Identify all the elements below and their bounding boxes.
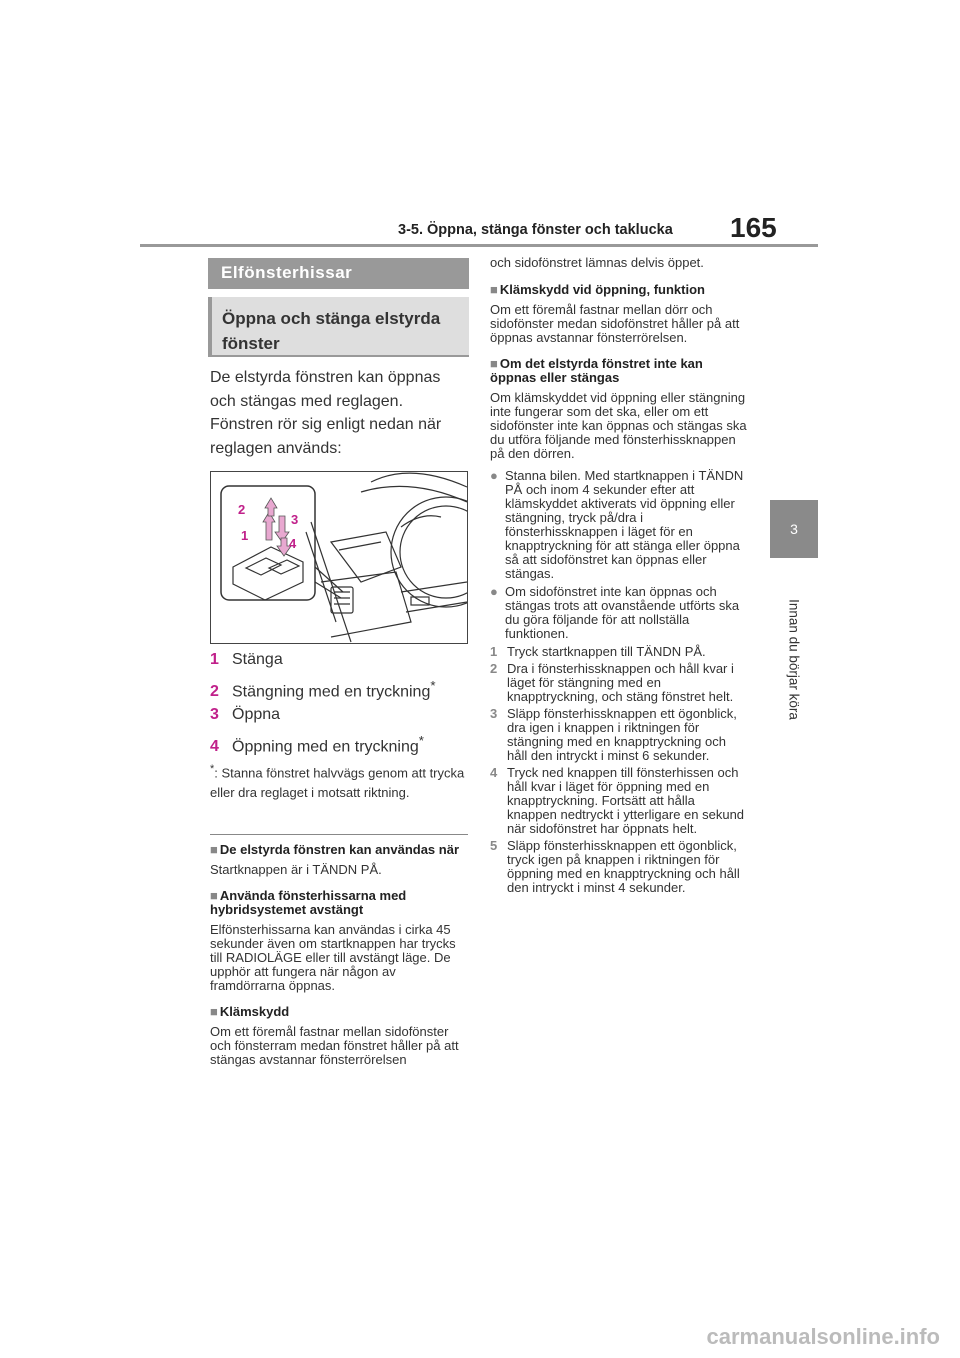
page-number: 165	[730, 212, 777, 243]
notes-divider	[210, 834, 468, 835]
chapter-tab-label-wrap	[783, 566, 805, 746]
bullet-item: ● Om sidofönstret inte kan öppnas och stängas trots att ovanstående utförts ska du göra följande för att nollställa funktionen.	[490, 584, 740, 641]
footnote-marker: *	[418, 733, 424, 748]
figure-label-3: 3	[291, 512, 299, 527]
right-column	[490, 256, 748, 898]
note-body: Elfönsterhissarna kan användas i cirka 45 sekunder även om startknappen har trycks till RADIOLÄGE eller till avstängt läge. De upphör att fungera när någon av framdörrarna öppnas.	[210, 922, 456, 993]
chapter-tab	[770, 500, 818, 558]
footnote-marker: *	[430, 678, 436, 693]
bullet-item: ● Stanna bilen. Med startknappen i TÄNDN PÅ och inom 4 sekunder efter att klämskyddet aktiverats vid öppning eller stängning, tryck på/dra i fönsterhissknappen i läget för en knapptryckning för att stänga eller öppna så att sidofönstret kan öppnas eller stängas.	[490, 468, 744, 581]
note-body: Om klämskyddet vid öppning eller stängning inte fungerar som det ska, eller om ett sidofönster inte kan öppnas och stängas ska du utföra följande med fönsterhissknappen på den dörren.	[490, 390, 747, 461]
bullet-icon: ●	[490, 584, 498, 599]
note-title: ■ Använda fönsterhissarna med hybridsystemet avstängt	[210, 888, 407, 917]
watermark: carmanualsonline.info	[706, 1324, 940, 1349]
note-title: ■ De elstyrda fönstren kan användas när	[210, 842, 460, 857]
note-body: Om ett föremål fastnar mellan sidofönster och fönsterram medan fönstret håller på att stängas avstannar fönsterrörelsen	[210, 1024, 459, 1067]
continuation-text: och sidofönstret lämnas delvis öppet.	[490, 255, 704, 270]
figure-label-2: 2	[238, 502, 246, 517]
step-list	[490, 645, 748, 895]
left-notes	[210, 843, 468, 1067]
step-item: 1 Tryck startknappen till TÄNDN PÅ.	[490, 644, 706, 659]
illustration-svg	[211, 472, 467, 643]
action-number: 4	[210, 738, 219, 756]
footnote-text: : Stanna fönstret halvvägs genom att trycka eller dra reglaget i motsatt riktning.	[210, 765, 465, 801]
note-title: ■ Om det elstyrda fönstret inte kan öppnas eller stängas	[490, 356, 703, 385]
step-item: 3 Släpp fönsterhissknappen ett ögonblick, dra igen i knappen i riktningen för stängning med en knapptryckning och håll den intryckt i minst 6 sekunder.	[490, 706, 737, 763]
chapter-tab-number: 3	[790, 521, 798, 537]
action-item-1	[210, 651, 468, 669]
footnote-mark: *	[210, 763, 215, 775]
note-title: ■ Klämskydd vid öppning, funktion	[490, 282, 705, 297]
action-item-3	[210, 706, 468, 724]
action-item-4	[210, 733, 468, 756]
subsection-title: Öppna och stänga elstyrda fönster	[208, 297, 469, 357]
note-body: Startknappen är i TÄNDN PÅ.	[210, 862, 382, 877]
figure-label-1: 1	[241, 528, 249, 543]
action-number: 1	[210, 651, 219, 668]
footnote	[210, 759, 468, 803]
bullet-list	[490, 469, 748, 641]
note-title: ■ Klämskydd	[210, 1004, 290, 1019]
note-body: Om ett föremål fastnar mellan dörr och sidofönster medan sidofönstret håller på att öppnas avstannar fönsterrörelsen.	[490, 302, 740, 345]
header-rule	[140, 244, 818, 247]
action-text: Öppna	[232, 706, 281, 723]
bullet-icon: ●	[490, 468, 498, 483]
action-text: Öppning med en tryckning	[232, 738, 419, 756]
figure-label-4: 4	[289, 536, 297, 551]
intro-paragraph-1: De elstyrda fönstren kan öppnas och stängas med reglagen.	[210, 369, 441, 410]
action-item-2	[210, 678, 468, 701]
action-number: 2	[210, 683, 219, 701]
step-item: 5 Släpp fönsterhissknappen ett ögonblick, tryck igen på knappen i riktningen för öppning med en knapptryckning och håll den intryckt i minst 4 sekunder.	[490, 838, 740, 895]
chapter-title: 3-5. Öppna, stänga fönster och taklucka	[398, 222, 673, 238]
chapter-tab-label: Innan du börjar köra	[786, 599, 802, 720]
step-item: 4 Tryck ned knappen till fönsterhissen och håll kvar i läget för öppning med en knapptryckning. Fortsätt att hålla knappen nedtryckt i ytterligare en sekund när sidofönstret har öppnats helt.	[490, 765, 745, 836]
step-item: 2 Dra i fönsterhissknappen och håll kvar i läget för stängning med en knapptryckning, och stäng fönstret helt.	[490, 661, 734, 704]
action-text: Stängning med en tryckning	[232, 683, 431, 701]
window-switch-illustration	[210, 471, 468, 644]
action-number: 3	[210, 706, 219, 723]
intro-paragraph-2: Fönstren rör sig enligt nedan när reglagen används:	[210, 416, 442, 457]
section-title: Elfönsterhissar	[208, 258, 469, 289]
action-text: Stänga	[232, 651, 283, 668]
